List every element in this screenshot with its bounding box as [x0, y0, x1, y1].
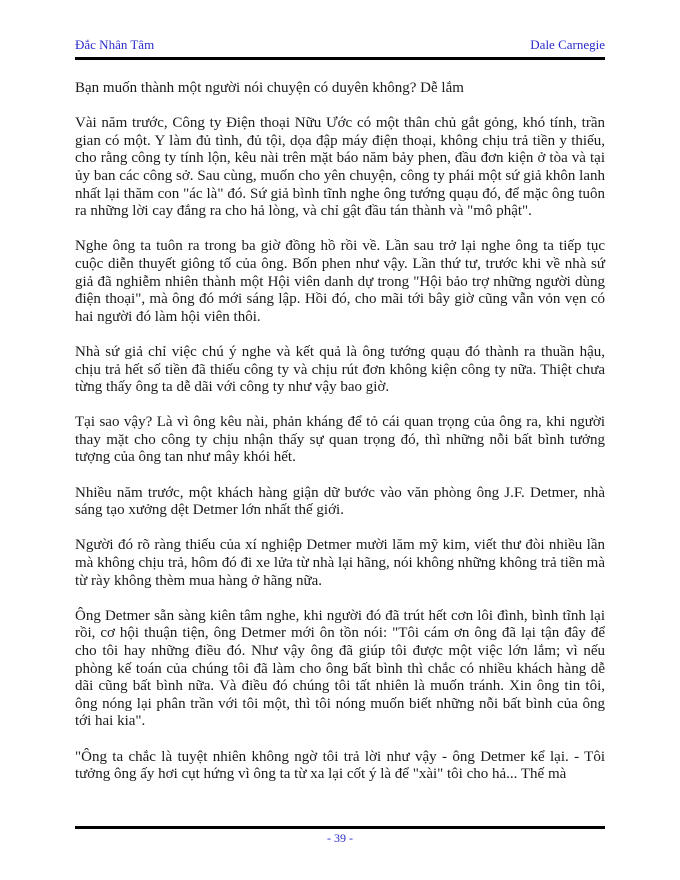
- body-paragraph: Nhiều năm trước, một khách hàng giận dữ bước vào văn phòng ông J.F. Detmer, nhà sáng tạo xưởng dệt Detmer lớn nhất thế giới.: [75, 484, 605, 519]
- page-header: [75, 37, 605, 60]
- body-paragraph: Người đó rõ ràng thiếu của xí nghiệp Detmer mười lăm mỹ kim, viết thư đòi nhiều lần mà không chịu trả, hôm đó đi xe lửa từ nhà lại hãng, nói không những không trả tiền mà từ rày không thèm mua hàng ở hãng nữa.: [75, 537, 605, 589]
- header-book-title: Đắc Nhân Tâm: [75, 37, 155, 52]
- body-paragraph: Tại sao vậy? Là vì ông kêu nài, phản kháng để tỏ cái quan trọng của ông ra, khi người thay mặt cho công ty chịu nhận thấy sự quan trọng đó, thì những nỗi bất bình tưởng tượng của ông tan như mây khói hết.: [75, 414, 605, 466]
- header-author: Dale Carnegie: [530, 37, 605, 52]
- page-body-text: [75, 80, 605, 801]
- page-number: - 39 -: [327, 831, 353, 845]
- body-paragraph: Nhà sứ giả chỉ việc chú ý nghe và kết quả là ông tướng quạu đó thành ra thuần hậu, chịu trả hết số tiền đã thiếu công ty và chịu rút đơn không kiện công ty nữa. Thiệt chưa từng thấy ông ta dễ dãi với công ty như vậy bao giờ.: [75, 343, 605, 396]
- chapter-lead-line: Bạn muốn thành một người nói chuyện có duyên không? Dễ lắm: [75, 80, 464, 96]
- page-footer: [75, 826, 605, 846]
- body-paragraph: "Ông ta chắc là tuyệt nhiên không ngờ tôi trả lời như vậy - ông Detmer kể lại. - Tôi tưởng ông ấy hơi cụt hứng vì ông ta từ xa lại cốt ý là để "xài" tôi cho hả... Thế mà: [75, 748, 605, 783]
- body-paragraph: Ông Detmer sẵn sàng kiên tâm nghe, khi người đó đã trút hết cơn lôi đình, bình tĩnh lại rồi, cơ hội thuận tiện, ông Detmer mới ôn tồn nói: "Tôi cám ơn ông đã lại tận đây để cho tôi hay những điều đó. Như vậy ông đã giúp tôi được một việc lớn lắm; vì nếu phòng kế toán của chúng tôi đã làm cho ông bất bình thì chắc có nhiều khách hàng dễ dãi cũng bất bình nữa. Và điều đó chúng tôi tất nhiên là muốn tránh. Xin ông tin tôi, ông nóng lại phân trần với tôi một, thì tôi nóng muốn biết những nỗi bất bình của ông tới hai kia".: [75, 607, 605, 730]
- body-paragraph: Nghe ông ta tuôn ra trong ba giờ đồng hồ rồi về. Lần sau trở lại nghe ông ta tiếp tục cuộc diễn thuyết giông tố của ông. Bốn phen như vậy. Lần thứ tư, trước khi về nhà sứ giả đã nghiễm nhiên thành một Hội viên danh dự trong "Hội bảo trợ những người dùng điện thoại", mà ông đó mới sáng lập. Hồi đó, cho mãi tới bây giờ cũng vẫn vỏn vẹn có hai người đó làm hội viên thôi.: [75, 238, 605, 325]
- body-paragraph: Vài năm trước, Công ty Điện thoại Nữu Ước có một thân chủ gắt gỏng, khó tính, trần gian có một. Y làm đủ tình, đủ tội, dọa đập máy điện thoại, không chịu trả tiền y thiếu, cho rằng công ty tính lộn, kêu nài trên mặt báo năm bảy phen, đầu đơn kiện ở tòa và tại ủy ban các công sở. Sau cùng, muốn cho yên chuyện, công ty phái một sứ giả khôn lanh nhất lại thăm con "ác là" đó. Sứ giả bình tĩnh nghe ông tướng quạu đó, để mặc ông tuôn ra những lời cay đắng ra cho hả lòng, và chỉ gật đầu tán thành và "mô phật".: [75, 115, 605, 220]
